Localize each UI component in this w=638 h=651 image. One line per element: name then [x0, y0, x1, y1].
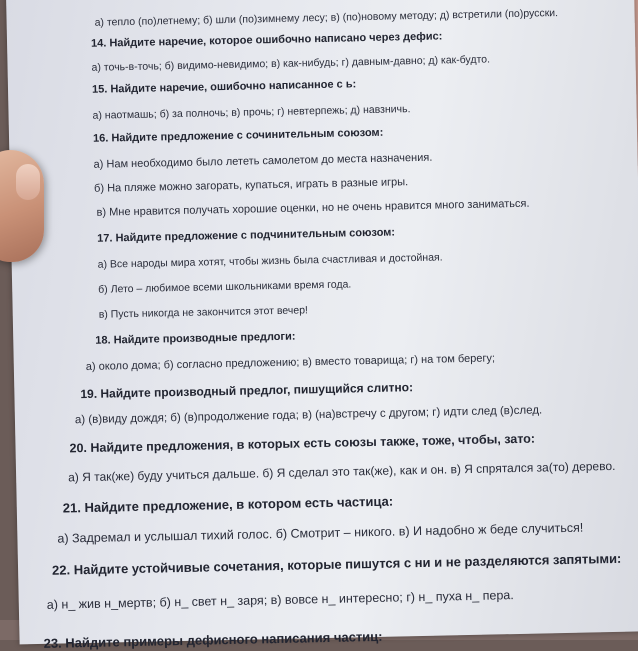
answer-16b: б) На пляже можно загорать, купаться, играть в разные игры. [93, 176, 409, 195]
answer-16a: а) Нам необходимо было лететь самолетом до места назначения. [93, 151, 433, 171]
question-18: 18. Найдите производные предлоги: [95, 330, 296, 347]
answer-13: а) тепло (по)летнему; б) шли (по)зимнему лесу; в) (по)новому методу; д) встретили (по)русски. [94, 7, 559, 29]
question-19: 19. Найдите производный предлог, пишущийся слитно: [80, 380, 414, 402]
answer-17b: б) Лето – любимое всеми школьниками время года. [98, 278, 352, 296]
question-16: 16. Найдите предложение с сочинительным союзом: [92, 126, 384, 145]
answer-19: а) (в)виду дождя; б) (в)продолжение года; в) (на)встречу с другом; г) идти след (в)след. [74, 404, 543, 427]
question-17: 17. Найдите предложение с подчинительным союзом: [97, 226, 396, 245]
question-22: 22. Найдите устойчивые сочетания, которые пишутся с ни и не разделяются запятыми: [51, 550, 622, 578]
worksheet-paper [6, 0, 638, 651]
answer-20: а) Я так(же) буду учиться дальше. б) Я сделал это так(же), как и он. в) Я спрятался за(то) дерево. [68, 458, 616, 485]
thumb [0, 150, 44, 262]
answer-17a: а) Все народы мира хотят, чтобы жизнь была счастливая и достойная. [97, 251, 443, 271]
question-21: 21. Найдите предложение, в котором есть частица: [62, 493, 394, 516]
answer-22: а) н_ жив н_мертв; б) н_ свет н_ заря; в) вовсе н_ интересно; г) н_ пуха н_ пера. [46, 588, 514, 612]
question-20: 20. Найдите предложения, в которых есть союзы также, тоже, чтобы, зато: [69, 431, 536, 456]
answer-15: а) наотмашь; б) за полночь; в) прочь; г) невтерпежь; д) навзничь. [92, 103, 411, 122]
question-23: 23. Найдите примеры дефисного написания частиц: [43, 628, 383, 651]
question-15: 15. Найдите наречие, ошибочно написанное с ь: [91, 78, 357, 96]
thumbnail-nail [16, 164, 40, 200]
answer-18: а) около дома; б) согласно предложению; в) вместо товарища; г) на том берегу; [85, 352, 496, 373]
answer-16c: в) Мне нравится получать хорошие оценки, но не очень нравится много заниматься. [96, 197, 530, 219]
answer-14: а) точь-в-точь; б) видимо-невидимо; в) как-нибудь; г) давным-давно; д) как-будто. [91, 53, 491, 74]
question-14: 14. Найдите наречие, которое ошибочно написано через дефис: [90, 30, 443, 50]
answer-17c: в) Пусть никогда не закончится этот вечер! [98, 304, 309, 321]
answer-21: а) Задремал и услышал тихий голос. б) Смотрит – никого. в) И надобно ж беде случиться! [57, 520, 584, 546]
